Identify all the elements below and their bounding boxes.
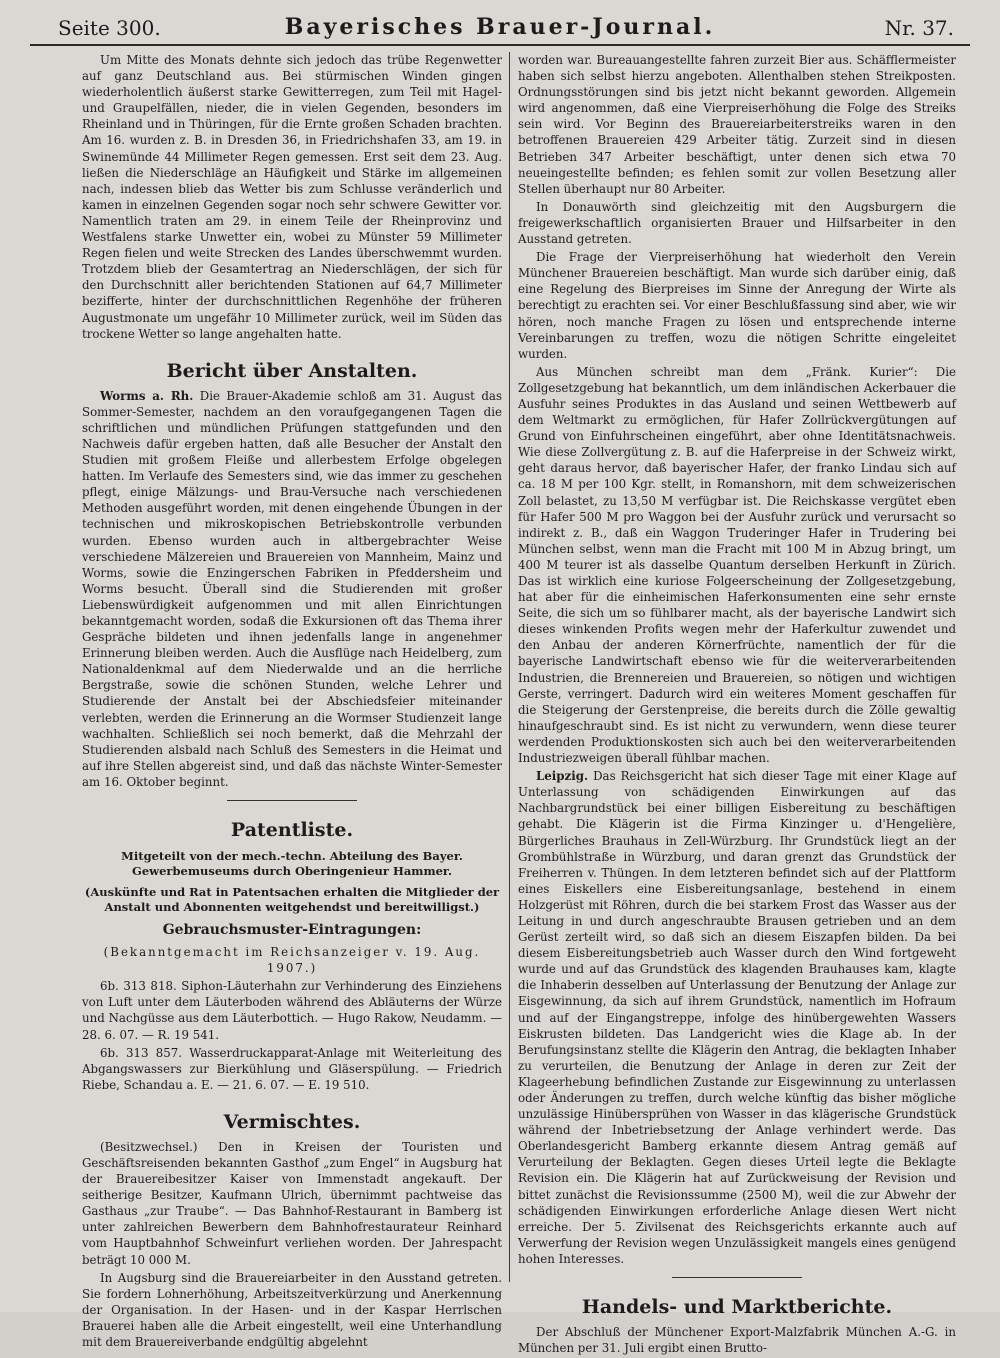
- patent-source: Mitgeteilt von der mech.-techn. Abteilung des Bayer. Gewerbemuseums durch Oberingenieur Hammer.: [121, 849, 463, 879]
- journal-title: Bayerisches Brauer-Journal.: [284, 14, 716, 40]
- vermischtes-paragraph-2: In Augsburg sind die Brauereiarbeiter in den Ausstand getreten. Sie fordern Lohnerhöhung, Arbeitszeitverkürzung und Anerkennung der Organisation. In der Hasen- und in der Kaspar Herrlschen Brauerei haben alle die Arbeit eingestellt, weil eine Unterhandlung mit dem Brauereiverbande endgültig abgelehnt: [82, 1270, 502, 1349]
- column-divider: [509, 52, 510, 1282]
- worms-text: Die Brauer-Akademie schloß am 31. August das Sommer-Semester, nachdem an den voraufgegangenen Tagen die schriftlichen und mündlichen Prüfungen stattgefunden und den Nachweis dafür ergeben hatten, daß alle Besucher der Anstalt den Studien mit großem Fleiße und allerbestem Erfolge obgelegen hatten. Im Verlaufe des Semesters sind, wie das immer zu geschehen pflegt, einige Mälzungs- und Brau-Versuche nach verschiedenen Methoden ausgeführt worden, mit denen eingehende Übungen in der technischen und mikroskopischen Betriebskontrolle verbunden wurden. Ebenso wurden auch in altbergebrachter Weise verschiedene Mälzereien und Brauereien von Mannheim, Mainz und Worms, sowie die Enzingerschen Fabriken in Pfeddersheim und Worms besucht. Überall sind die Studierenden mit großer Liebenswürdigkeit aufgenommen und mit allen Einrichtungen bekanntgemacht worden, sodaß die Exkursionen oft das Thema ihrer Gespräche bildeten und ihnen jedenfalls lange in angenehmer Erinnerung bleiben werden. Auch die Ausflüge nach Heidelberg, zum Nationaldenkmal auf dem Niederwalde und an die herrliche Bergstraße, sowie die schönen Stunden, welche Lehrer und Studierende der Anstalt bei der Abschiedsfeier miteinander verlebten, werden die Erinnerung an die Wormser Studienzeit lange wachhalten. Schließlich sei noch bemerkt, daß die Mehrzahl der Studierenden alsbald nach Schluß des Semesters in die Heimat und auf ihre Stellen abgereist sind, und daß das nächste Winter-Semester am 16. Oktober beginnt.: [82, 388, 502, 789]
- left-column: [82, 52, 502, 1352]
- donauwoerth-paragraph: In Donauwörth sind gleichzeitig mit den Augsburgern die freigewerkschaftlich organisierten Brauer und Hilfsarbeiter in den Ausstand getreten.: [518, 199, 956, 247]
- handel-paragraph: Der Abschluß der Münchener Export-Malzfabrik München A.-G. in München per 31. Juli ergibt einen Brutto-: [518, 1325, 956, 1356]
- worms-paragraph: [82, 388, 502, 790]
- leipzig-text: Das Reichsgericht hat sich dieser Tage mit einer Klage auf Unterlassung von schädigenden Einwirkungen auf das Nachbargrundstück bei einer billigen Eisbereitung zu beschäftigen gehabt. Die Klägerin ist die Firma Kinzinger u. d'Hengelière, Bürgerliches Brauhaus in Zell-Würzburg. Ihr Grundstück liegt an der Grombühlstraße in Würzburg, und daran grenzt das Grundstück der Freiherren v. Thüngen. In dem letzteren befindet sich auf der Plattform eines Eiskellers eine Eisbereitungsanlage, bestehend in einem Holzgerüst mit Röhren, durch die bei starkem Frost das Wasser aus der Leitung in und durch angeschraubte Brausen getrieben und an dem Gerüst zerteilt wird, so daß sich an diesem Eiszapfen bilden. Da bei diesem Eisbereitungsbetrieb auch Wasser durch den Wind fortgeweht wurde und auf das Grundstück des klagenden Brauhauses kam, klagte die Inhaberin desselben auf Unterlassung der Benutzung der Anlage zur Eisgewinnung, da sich auf ihrem Grundstück, namentlich im Hofraum und auf der Eingangstreppe, infolge des hinübergewehten Wassers Eiskrusten bildeten. Das Landgericht wies die Klage ab. In der Berufungsinstanz stellte die Klägerin den Antrag, die beklagten Inhaber zu verurteilen, die Benutzung der Anlage in deren zur Zeit der Klageerhebung befindlichen Zustande zur Eisgewinnung zu unterlassen oder Änderungen zu treffen, durch welche künftig das bisher mögliche unzulässige Hinübersprühen von Wasser in das klägerische Grundstück während der Inbetriebsetzung der Anlage verhindert werde. Das Oberlandesgericht Bamberg erkannte diesem Antrag gemäß auf Verurteilung der Beklagten. Gegen dieses Urteil legte die Beklagte Revision ein. Die Klägerin hat auf Zurückweisung der Revision und bittet zunächst die Revisionssumme (2500 M), weil die zur Abwehr der schädigenden Einwirkungen erforderliche Anlage diesen Wert nicht erreiche. Der 5. Zivilsenat des Reichsgerichts erkannte auch auf Verwerfung der Revision wegen Unzulässigkeit mangels eines genügend hohen Interesses.: [518, 769, 957, 1266]
- page-number: Seite 300.: [58, 16, 161, 40]
- heading-gebrauchsmuster: Gebrauchsmuster-Eintragungen:: [162, 922, 422, 939]
- leipzig-paragraph: [518, 768, 956, 1267]
- heading-handelsberichte: Handels- und Marktberichte.: [581, 1296, 893, 1319]
- right-column: [518, 52, 956, 1358]
- section-divider: [227, 800, 357, 801]
- heading-patentliste: Patentliste.: [230, 819, 354, 842]
- heading-anstalten: Bericht über Anstalten.: [166, 359, 418, 382]
- page-header: [30, 10, 970, 46]
- verein-paragraph: Die Frage der Vierpreiserhöhung hat wiederholt den Verein Münchener Brauereien beschäftigt. Man wurde sich darüber einig, daß eine Regelung des Bierpreises im Sinne der Anregung der Wirte als berechtigt zu erachten sei. Vor einer Beschlußfassung sind aber, wie wir hören, noch manche Fragen zu lösen und entsprechende interne Vereinbarungen zu treffen, wozu die nötigen Schritte eingeleitet wurden.: [518, 250, 956, 361]
- patent-note: (Auskünfte und Rat in Patentsachen erhalten die Mitglieder der Anstalt und Abonnenten weitgehendst und bereitwilligst.): [84, 885, 500, 915]
- muenchen-paragraph: Aus München schreibt man dem „Fränk. Kurier“: Die Zollgesetzgebung hat bekanntlich, um dem inländischen Ackerbauer die Ausfuhr seines Produktes in das Ausland und seinen Wettbewerb auf dem Weltmarkt zu ermöglichen, für Hafer Zollrückvergütungen auf Grund von Einfuhrscheinen eingeführt, aber ohne Identitätsnachweis. Wie diese Zollvergütung z. B. auf die Haferpreise in der Schweiz wirkt, geht daraus hervor, daß bayerischer Hafer, der franko Lindau sich auf ca. 18 M per 100 Kgr. stellt, in Romanshorn, mit dem schweizerischen Zoll belastet, zu 13,50 M verfügbar ist. Die Reichskasse vergütet eben für Hafer 500 M pro Waggon bei der Ausfuhr zurück und verursacht so indirekt z. B., daß ein Waggon Truderinger Hafer in Trudering bei München selbst, wenn man die Fracht mit 100 M in Abzug bringt, um 400 M teurer ist als dasselbe Quantum derselben Herkunft in Zürich. Das ist wirklich eine kuriose Folgeerscheinung der Zollgesetzgebung, hat aber für die einheimischen Haferkonsumenten eine sehr ernste Seite, die sich um so fühlbarer macht, als der bayerische Landwirt sich dieses winkenden Profits wegen mehr der Haferkultur zuwendet und den Anbau der anderen Körnerfrüchte, namentlich der für die bayerische Landwirtschaft ebenso wie für die weiterverarbeitenden Industrien, die Brennereien und Brauereien, so nötigen und wichtigen Gerste, verringert. Dadurch wird ein weiteres Moment geschaffen für die Steigerung der Gerstenpreise, die bereits durch die Zölle gewaltig hinaufgeschraubt sind. Es ist nicht zu verwundern, wenn diese teurer werdenden Produktionskosten sich auch bei den weiterverarbeitenden Industriezweigen überall fühlbar machen.: [518, 364, 956, 766]
- vermischtes-paragraph-1: (Besitzwechsel.) Den in Kreisen der Touristen und Geschäftsreisenden bekannten Gasthof „zum Engel“ in Augsburg hat der Brauereibesitzer Kaiser von Immenstadt angekauft. Der seitherige Besitzer, Kaufmann Ulrich, übernimmt pachtweise das Gasthaus „zur Traube“. — Das Bahnhof-Restaurant in Bamberg ist unter zahlreichen Bewerbern dem Bahnhofrestaurateur Reinhard vom Hauptbahnhof Schweinfurt verliehen worden. Der Jahrespacht beträgt 10 000 M.: [82, 1139, 502, 1267]
- patent-entry-1: 6b. 313 818. Siphon-Läuterhahn zur Verhinderung des Einziehens von Luft unter dem Läuterboden während des Abläuterns der Würze und Nachgüsse aus dem Läuterbottich. — Hugo Rakow, Neudamm. — 28. 6. 07. — R. 19 541.: [82, 979, 502, 1042]
- issue-number: Nr. 37.: [884, 16, 954, 40]
- weather-paragraph: Um Mitte des Monats dehnte sich jedoch das trübe Regenwetter auf ganz Deutschland aus. Bei stürmischen Winden gingen wiederholentlich äußerst starke Gewitterregen, zum Teil mit Hagel- und Graupelfällen, nieder, die in vielen Gegenden, besonders im Rheinland und in Thüringen, für die Ernte großen Schaden brachten. Am 16. wurden z. B. in Dresden 36, in Friedrichshafen 33, am 19. in Swinemünde 44 Millimeter Regen gemessen. Erst seit dem 23. Aug. ließen die Niederschläge an Häufigkeit und Stärke im allgemeinen nach, indessen blieb das Wetter bis zum Schlusse veränderlich und kamen in einzelnen Gegenden sogar noch sehr schwere Gewitter vor. Namentlich traten am 29. in einem Teile der Rheinprovinz und Westfalens starke Unwetter ein, wobei zu Münster 59 Millimeter Regen fielen und weite Strecken des Landes überschwemmt wurden. Trotzdem blieb der Gesamtertrag an Niederschlägen, der sich für den Durchschnitt aller berichtenden Stationen auf 64,7 Millimeter bezifferte, hinter der durchschnittlichen Regenhöhe der früheren Augustmonate um ungefähr 10 Millimeter zurück, weil im Süden das trockene Wetter so lange angehalten hatte.: [82, 53, 502, 341]
- continuation-paragraph: worden war. Bureauangestellte fahren zurzeit Bier aus. Schäfflermeister haben sich selbst hierzu angeboten. Allenthalben stehen Streikposten. Ordnungsstörungen sind bis jetzt nicht bekannt geworden. Allgemein wird angenommen, daß eine Vierpreiserhöhung die Folge des Streiks sein wird. Vor Beginn des Brauereiarbeiterstreiks waren in den betroffenen Brauereien 429 Arbeiter tätig. Zurzeit sind in diesen Betrieben 347 Arbeiter beschäftigt, unter denen sich etwa 70 neueingestellte befinden; es fehlen somit zur vollen Besetzung aller Stellen überhaupt nur 80 Arbeiter.: [518, 53, 956, 196]
- heading-vermischtes: Vermischtes.: [223, 1110, 361, 1133]
- patent-entry-2: 6b. 313 857. Wasserdruckapparat-Anlage mit Weiterleitung des Abgangswassers zur Bierkühlung und Gläserspülung. — Friedrich Riebe, Schandau a. E. — 21. 6. 07. — E. 19 510.: [82, 1045, 502, 1092]
- bekanntgemacht: (Bekanntgemacht im Reichsanzeiger v. 19. Aug. 1907.): [103, 945, 481, 976]
- leipzig-place: Leipzig.: [536, 769, 589, 784]
- section-divider-right: [672, 1277, 802, 1278]
- worms-place: Worms a. Rh.: [100, 388, 194, 403]
